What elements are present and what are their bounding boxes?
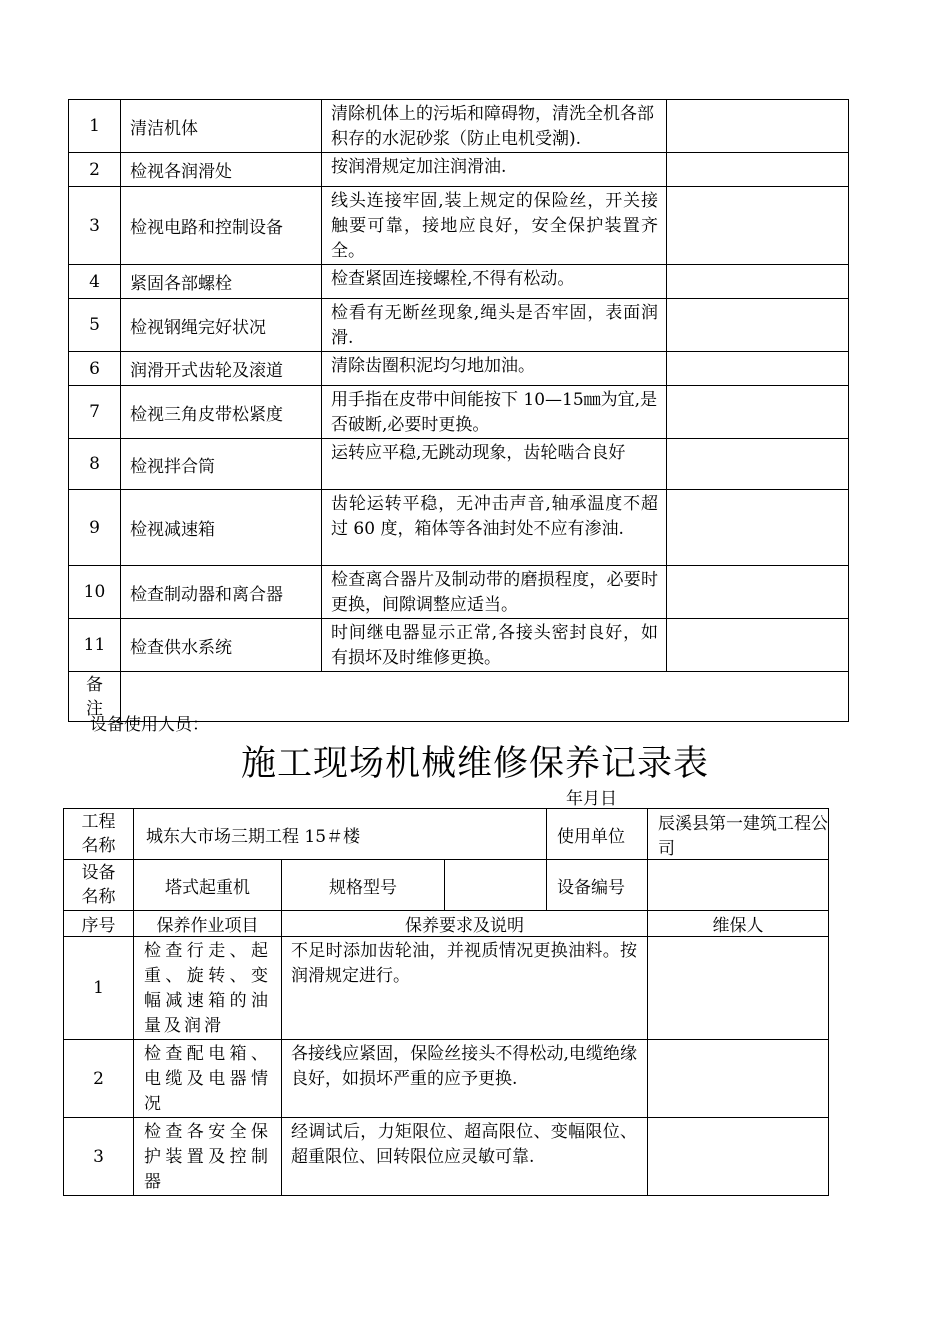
item-name: 检查行走、起重、旋转、变幅减速箱的油量及润滑 <box>134 937 282 1040</box>
maintainer-cell[interactable] <box>667 386 849 439</box>
model-value[interactable] <box>445 860 547 911</box>
item-name: 检视电路和控制设备 <box>121 187 322 265</box>
table-row <box>69 100 849 153</box>
item-requirement: 各接线应紧固，保险丝接头不得松动,电缆绝缘良好，如损坏严重的应予更换. <box>282 1040 648 1118</box>
table-row <box>69 439 849 490</box>
item-requirement: 检查紧固连接螺栓,不得有松动。 <box>322 265 667 299</box>
item-requirement: 检看有无断丝现象,绳头是否牢固，表面润滑. <box>322 299 667 352</box>
item-name: 检视三角皮带松紧度 <box>121 386 322 439</box>
equipment-code-label: 设备编号 <box>547 860 648 911</box>
maintainer-cell[interactable] <box>667 566 849 619</box>
header-no: 序号 <box>64 911 134 937</box>
row-number: 7 <box>69 386 121 439</box>
maintainer-cell[interactable] <box>667 299 849 352</box>
row-number: 6 <box>69 352 121 386</box>
equipment-user-label: 设备使用人员： <box>90 715 209 735</box>
table-row <box>69 299 849 352</box>
item-requirement: 按润滑规定加注润滑油. <box>322 153 667 187</box>
maintainer-cell[interactable] <box>667 100 849 153</box>
item-requirement: 线头连接牢固,装上规定的保险丝，开关接触要可靠，接地应良好，安全保护装置齐全。 <box>322 187 667 265</box>
item-name: 检视减速箱 <box>121 490 322 566</box>
maintainer-cell[interactable] <box>648 1118 829 1196</box>
maintenance-record-table <box>63 808 829 1196</box>
row-number: 9 <box>69 490 121 566</box>
item-name: 检视钢绳完好状况 <box>121 299 322 352</box>
row-number: 3 <box>69 187 121 265</box>
row-number: 5 <box>69 299 121 352</box>
table-row <box>69 352 849 386</box>
table-row <box>64 937 829 1040</box>
maintainer-cell[interactable] <box>667 439 849 490</box>
row-number: 8 <box>69 439 121 490</box>
project-row <box>64 809 829 860</box>
table-row <box>69 386 849 439</box>
header-row <box>64 911 829 937</box>
item-name: 清洁机体 <box>121 100 322 153</box>
model-label: 规格型号 <box>282 860 445 911</box>
table-row <box>69 265 849 299</box>
row-number: 1 <box>69 100 121 153</box>
page-title: 施工现场机械维修保养记录表 <box>240 744 709 784</box>
row-number: 3 <box>64 1118 134 1196</box>
table-row <box>64 1118 829 1196</box>
row-number: 2 <box>64 1040 134 1118</box>
item-name: 检查供水系统 <box>121 619 322 672</box>
project-name-label: 工程名称 <box>64 809 134 860</box>
item-requirement: 不足时添加齿轮油，并视质情况更换油料。按润滑规定进行。 <box>282 937 648 1040</box>
item-name: 检视各润滑处 <box>121 153 322 187</box>
row-number: 11 <box>69 619 121 672</box>
item-name: 检视拌合筒 <box>121 439 322 490</box>
table-row <box>69 153 849 187</box>
item-name: 润滑开式齿轮及滚道 <box>121 352 322 386</box>
equipment-name-value[interactable]: 塔式起重机 <box>134 860 282 911</box>
maintenance-items-table-1 <box>68 99 849 722</box>
equipment-name-label: 设备名称 <box>64 860 134 911</box>
item-requirement: 用手指在皮带中间能按下 10—15㎜为宜,是否破断,必要时更换。 <box>322 386 667 439</box>
maintainer-cell[interactable] <box>667 352 849 386</box>
table-row <box>69 566 849 619</box>
item-name: 紧固各部螺栓 <box>121 265 322 299</box>
item-name: 检查配电箱、电缆及电器情况 <box>134 1040 282 1118</box>
table-row <box>69 187 849 265</box>
remarks-label: 备注 <box>69 672 121 722</box>
maintainer-cell[interactable] <box>667 153 849 187</box>
remarks-field[interactable] <box>121 672 849 722</box>
row-number: 1 <box>64 937 134 1040</box>
equipment-row <box>64 860 829 911</box>
item-requirement: 清除齿圈积泥均匀地加油。 <box>322 352 667 386</box>
header-maintainer: 维保人 <box>648 911 829 937</box>
table-row <box>69 619 849 672</box>
item-requirement: 经调试后，力矩限位、超高限位、变幅限位、超重限位、回转限位应灵敏可靠. <box>282 1118 648 1196</box>
table-row <box>64 1040 829 1118</box>
item-name: 检查制动器和离合器 <box>121 566 322 619</box>
maintainer-cell[interactable] <box>667 265 849 299</box>
row-number: 4 <box>69 265 121 299</box>
maintainer-cell[interactable] <box>667 187 849 265</box>
item-requirement: 检查离合器片及制动带的磨损程度，必要时更换，间隙调整应适当。 <box>322 566 667 619</box>
item-name: 检查各安全保护装置及控制器 <box>134 1118 282 1196</box>
maintainer-cell[interactable] <box>667 490 849 566</box>
maintainer-cell[interactable] <box>648 1040 829 1118</box>
row-number: 10 <box>69 566 121 619</box>
using-unit-label: 使用单位 <box>547 809 648 860</box>
maintainer-cell[interactable] <box>648 937 829 1040</box>
header-requirement: 保养要求及说明 <box>282 911 648 937</box>
using-unit-value[interactable]: 辰溪县第一建筑工程公司 <box>648 809 829 860</box>
row-number: 2 <box>69 153 121 187</box>
header-item: 保养作业项目 <box>134 911 282 937</box>
item-requirement: 运转应平稳,无跳动现象，齿轮啮合良好 <box>322 439 667 490</box>
item-requirement: 时间继电器显示正常,各接头密封良好，如有损坏及时维修更换。 <box>322 619 667 672</box>
item-requirement: 齿轮运转平稳，无冲击声音,轴承温度不超过 60 度，箱体等各油封处不应有渗油. <box>322 490 667 566</box>
maintainer-cell[interactable] <box>667 619 849 672</box>
project-name-value[interactable]: 城东大市场三期工程 15＃楼 <box>134 809 547 860</box>
table-row <box>69 490 849 566</box>
date-label: 年月日 <box>566 789 617 809</box>
item-requirement: 清除机体上的污垢和障碍物，清洗全机各部积存的水泥砂浆（防止电机受潮). <box>322 100 667 153</box>
equipment-code-value[interactable] <box>648 860 829 911</box>
